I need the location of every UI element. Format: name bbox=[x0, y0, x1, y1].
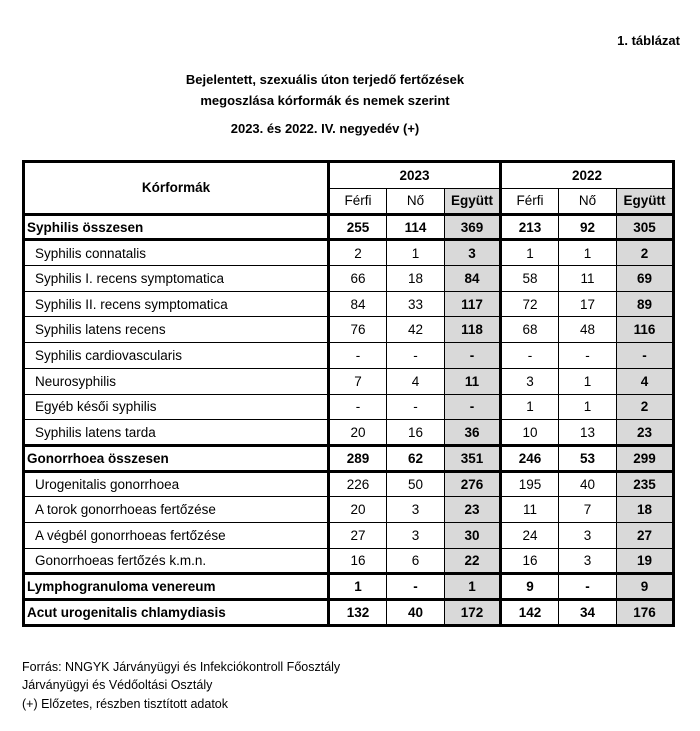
cell-value: - bbox=[445, 394, 501, 420]
cell-value: 20 bbox=[329, 420, 387, 446]
table-row bbox=[24, 497, 674, 523]
cell-value: 18 bbox=[387, 266, 445, 292]
cell-value: 3 bbox=[445, 240, 501, 266]
cell-value: 19 bbox=[617, 548, 674, 574]
row-label: Syphilis latens recens bbox=[24, 317, 329, 343]
cell-value: - bbox=[329, 343, 387, 369]
cell-value: 2 bbox=[617, 394, 674, 420]
cell-value: 24 bbox=[501, 522, 559, 548]
cell-value: 1 bbox=[501, 394, 559, 420]
cell-value: 213 bbox=[501, 214, 559, 240]
cell-value: 9 bbox=[501, 574, 559, 600]
cell-value: 10 bbox=[501, 420, 559, 446]
header-no-2022: Nő bbox=[559, 189, 617, 215]
table-row bbox=[24, 522, 674, 548]
cell-value: 18 bbox=[617, 497, 674, 523]
cell-value: 132 bbox=[329, 600, 387, 626]
header-no-2023: Nő bbox=[387, 189, 445, 215]
cell-value: 89 bbox=[617, 291, 674, 317]
cell-value: 11 bbox=[501, 497, 559, 523]
cell-value: 142 bbox=[501, 600, 559, 626]
cell-value: 3 bbox=[387, 522, 445, 548]
footer-note: (+) Előzetes, részben tisztított adatok bbox=[22, 697, 228, 711]
cell-value: - bbox=[501, 343, 559, 369]
table-row bbox=[24, 317, 674, 343]
row-label: Urogenitalis gonorrhoea bbox=[24, 471, 329, 497]
cell-value: 235 bbox=[617, 471, 674, 497]
footer-source-line-1: Forrás: NNGYK Járványügyi és Infekciókontroll Főosztály bbox=[22, 660, 341, 674]
cell-value: 42 bbox=[387, 317, 445, 343]
cell-value: 72 bbox=[501, 291, 559, 317]
cell-value: 27 bbox=[329, 522, 387, 548]
cell-value: 3 bbox=[559, 522, 617, 548]
cell-value: 16 bbox=[387, 420, 445, 446]
cell-value: 1 bbox=[501, 240, 559, 266]
cell-value: 62 bbox=[387, 445, 445, 471]
header-korformak: Kórformák bbox=[24, 162, 329, 215]
cell-value: 30 bbox=[445, 522, 501, 548]
header-year-2022: 2022 bbox=[501, 162, 674, 189]
cell-value: - bbox=[387, 574, 445, 600]
table-row bbox=[24, 548, 674, 574]
cell-value: 1 bbox=[559, 394, 617, 420]
cell-value: 13 bbox=[559, 420, 617, 446]
table-row bbox=[24, 574, 674, 600]
cell-value: - bbox=[559, 343, 617, 369]
cell-value: 40 bbox=[387, 600, 445, 626]
row-label: Syphilis latens tarda bbox=[24, 420, 329, 446]
row-label: Syphilis II. recens symptomatica bbox=[24, 291, 329, 317]
cell-value: 1 bbox=[559, 240, 617, 266]
cell-value: - bbox=[329, 394, 387, 420]
header-egyutt-2023: Együtt bbox=[445, 189, 501, 215]
cell-value: 16 bbox=[501, 548, 559, 574]
cell-value: 33 bbox=[387, 291, 445, 317]
cell-value: 1 bbox=[329, 574, 387, 600]
cell-value: 118 bbox=[445, 317, 501, 343]
table-row bbox=[24, 291, 674, 317]
row-label: Egyéb késői syphilis bbox=[24, 394, 329, 420]
cell-value: 36 bbox=[445, 420, 501, 446]
data-table bbox=[22, 160, 675, 627]
table-row bbox=[24, 240, 674, 266]
cell-value: - bbox=[617, 343, 674, 369]
cell-value: 1 bbox=[445, 574, 501, 600]
cell-value: 84 bbox=[329, 291, 387, 317]
cell-value: - bbox=[559, 574, 617, 600]
cell-value: 11 bbox=[445, 368, 501, 394]
header-ferfi-2023: Férfi bbox=[329, 189, 387, 215]
row-label: Syphilis I. recens symptomatica bbox=[24, 266, 329, 292]
cell-value: 3 bbox=[501, 368, 559, 394]
cell-value: 23 bbox=[617, 420, 674, 446]
table-body bbox=[24, 214, 674, 625]
cell-value: 6 bbox=[387, 548, 445, 574]
cell-value: 58 bbox=[501, 266, 559, 292]
header-year-2023: 2023 bbox=[329, 162, 501, 189]
cell-value: - bbox=[445, 343, 501, 369]
cell-value: 66 bbox=[329, 266, 387, 292]
cell-value: 276 bbox=[445, 471, 501, 497]
cell-value: 305 bbox=[617, 214, 674, 240]
cell-value: 351 bbox=[445, 445, 501, 471]
table-number-label: 1. táblázat bbox=[617, 33, 680, 48]
cell-value: 68 bbox=[501, 317, 559, 343]
cell-value: 4 bbox=[617, 368, 674, 394]
cell-value: 50 bbox=[387, 471, 445, 497]
row-label: Syphilis connatalis bbox=[24, 240, 329, 266]
cell-value: 117 bbox=[445, 291, 501, 317]
cell-value: 7 bbox=[559, 497, 617, 523]
row-label: Syphilis összesen bbox=[24, 214, 329, 240]
cell-value: 2 bbox=[617, 240, 674, 266]
cell-value: 17 bbox=[559, 291, 617, 317]
table-row bbox=[24, 600, 674, 626]
cell-value: 92 bbox=[559, 214, 617, 240]
header-egyutt-2022: Együtt bbox=[617, 189, 674, 215]
cell-value: 114 bbox=[387, 214, 445, 240]
cell-value: 195 bbox=[501, 471, 559, 497]
table-row bbox=[24, 266, 674, 292]
table-row bbox=[24, 368, 674, 394]
cell-value: 226 bbox=[329, 471, 387, 497]
table-row bbox=[24, 394, 674, 420]
cell-value: 11 bbox=[559, 266, 617, 292]
cell-value: 3 bbox=[387, 497, 445, 523]
cell-value: 22 bbox=[445, 548, 501, 574]
cell-value: - bbox=[387, 394, 445, 420]
row-label: A torok gonorrhoeas fertőzése bbox=[24, 497, 329, 523]
table-row bbox=[24, 343, 674, 369]
cell-value: 7 bbox=[329, 368, 387, 394]
row-label: Gonorrhoea összesen bbox=[24, 445, 329, 471]
cell-value: 369 bbox=[445, 214, 501, 240]
cell-value: 23 bbox=[445, 497, 501, 523]
cell-value: 3 bbox=[559, 548, 617, 574]
cell-value: 9 bbox=[617, 574, 674, 600]
cell-value: 20 bbox=[329, 497, 387, 523]
row-label: A végbél gonorrhoeas fertőzése bbox=[24, 522, 329, 548]
cell-value: 53 bbox=[559, 445, 617, 471]
cell-value: 255 bbox=[329, 214, 387, 240]
cell-value: 116 bbox=[617, 317, 674, 343]
row-label: Lymphogranuloma venereum bbox=[24, 574, 329, 600]
row-label: Neurosyphilis bbox=[24, 368, 329, 394]
table-row bbox=[24, 214, 674, 240]
table-row bbox=[24, 445, 674, 471]
table-title-line-1: Bejelentett, szexuális úton terjedő fertőzések bbox=[185, 72, 465, 87]
cell-value: 76 bbox=[329, 317, 387, 343]
row-label: Syphilis cardiovascularis bbox=[24, 343, 329, 369]
row-label: Acut urogenitalis chlamydiasis bbox=[24, 600, 329, 626]
cell-value: 69 bbox=[617, 266, 674, 292]
cell-value: 176 bbox=[617, 600, 674, 626]
table-title-line-2: megoszlása kórformák és nemek szerint bbox=[200, 93, 450, 108]
cell-value: 1 bbox=[559, 368, 617, 394]
cell-value: 2 bbox=[329, 240, 387, 266]
cell-value: 84 bbox=[445, 266, 501, 292]
table-row bbox=[24, 471, 674, 497]
cell-value: 172 bbox=[445, 600, 501, 626]
cell-value: 4 bbox=[387, 368, 445, 394]
cell-value: 34 bbox=[559, 600, 617, 626]
cell-value: 299 bbox=[617, 445, 674, 471]
cell-value: 16 bbox=[329, 548, 387, 574]
cell-value: 27 bbox=[617, 522, 674, 548]
cell-value: 246 bbox=[501, 445, 559, 471]
cell-value: 289 bbox=[329, 445, 387, 471]
table-title-line-3: 2023. és 2022. IV. negyedév (+) bbox=[230, 121, 420, 136]
cell-value: 48 bbox=[559, 317, 617, 343]
cell-value: 1 bbox=[387, 240, 445, 266]
header-ferfi-2022: Férfi bbox=[501, 189, 559, 215]
cell-value: - bbox=[387, 343, 445, 369]
cell-value: 40 bbox=[559, 471, 617, 497]
footer-source-line-2: Járványügyi és Védőoltási Osztály bbox=[22, 678, 213, 692]
row-label: Gonorrhoeas fertőzés k.m.n. bbox=[24, 548, 329, 574]
table-row bbox=[24, 420, 674, 446]
